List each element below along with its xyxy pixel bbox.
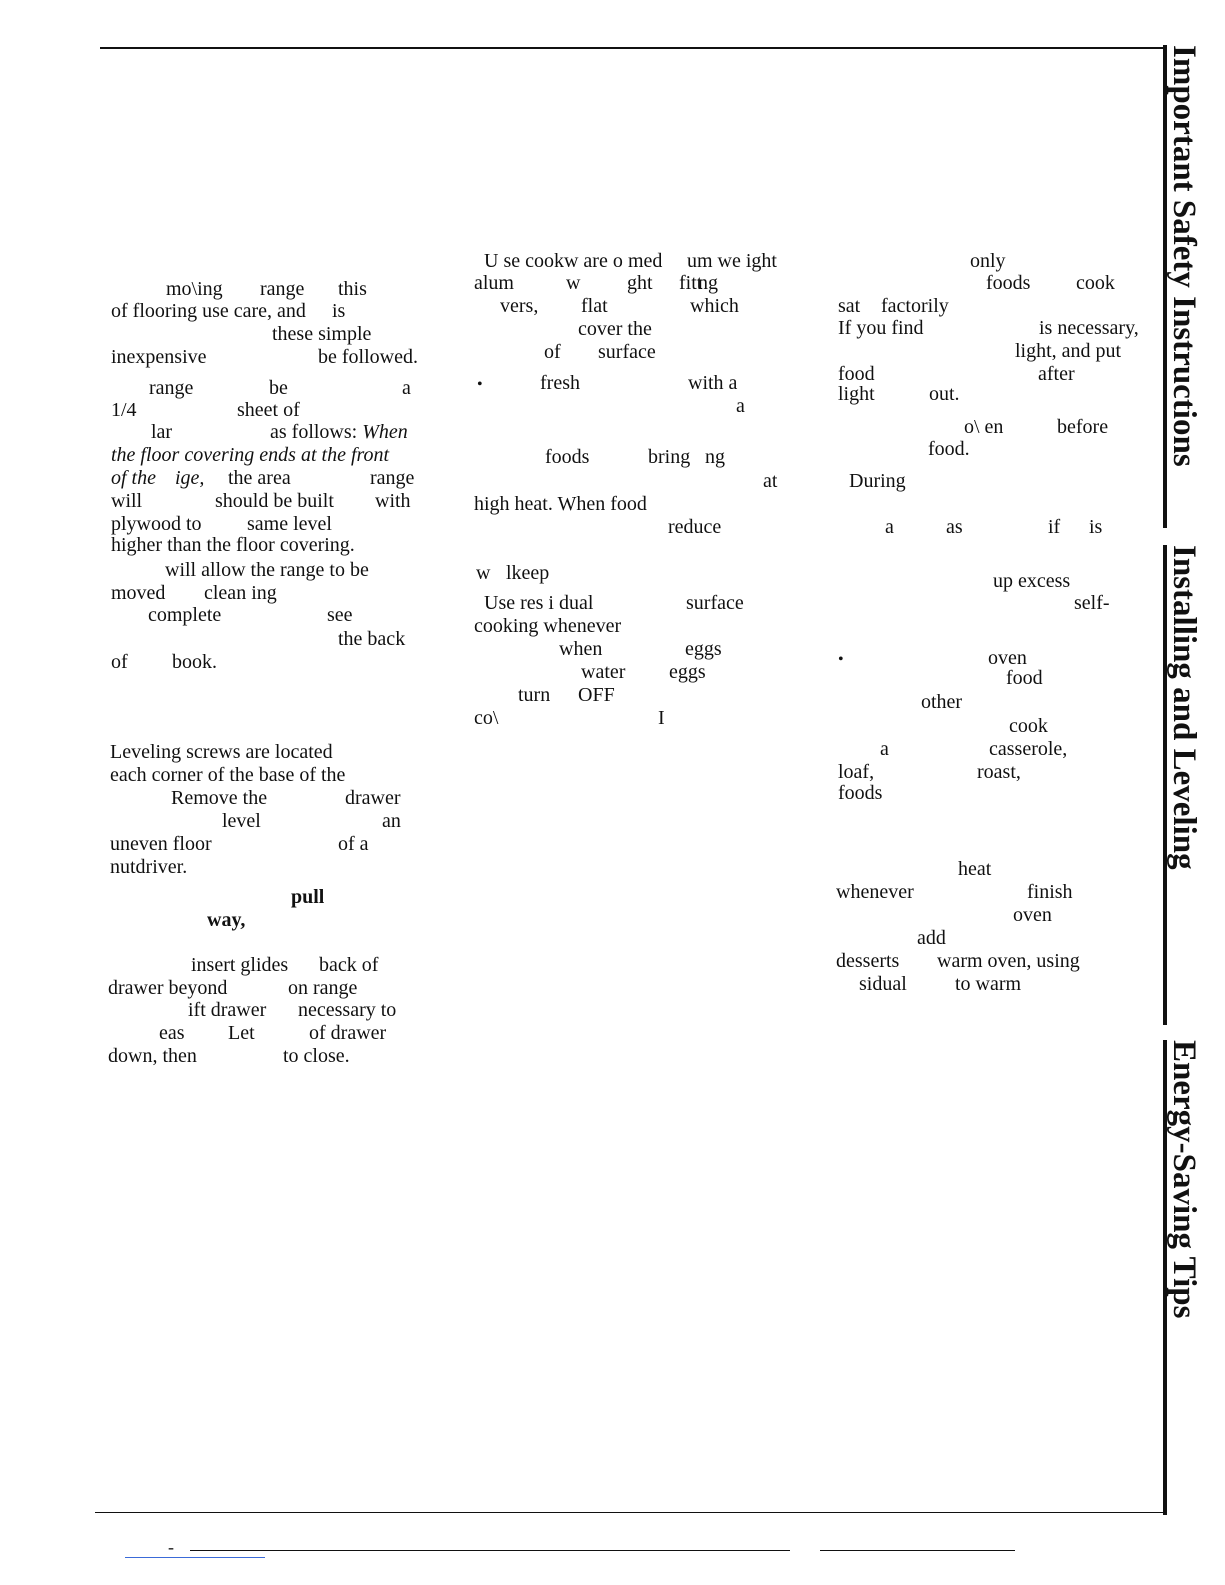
text-fragment: water	[581, 661, 626, 683]
text-fragment: oven	[988, 647, 1027, 669]
text-fragment: sheet of	[237, 399, 300, 421]
text-fragment: the area	[228, 467, 291, 489]
text-fragment: range	[149, 377, 194, 399]
text-fragment: drawer	[345, 787, 401, 809]
text-fragment: During	[849, 470, 906, 492]
text-fragment: level	[222, 810, 261, 832]
text-fragment: Leveling screws are located	[110, 741, 333, 763]
text-fragment: reduce	[668, 516, 722, 538]
text-fragment: will allow the range to be	[165, 559, 369, 581]
text-fragment: surface	[686, 592, 744, 614]
text-fragment: up excess	[993, 570, 1071, 592]
text-fragment: OFF	[578, 684, 615, 706]
text-fragment: range	[260, 278, 305, 300]
bullet: •	[838, 651, 844, 668]
footer-rule-left	[190, 1550, 790, 1551]
text-fragment: of	[544, 341, 561, 363]
text-fragment: as	[946, 516, 963, 538]
text-fragment: is necessary,	[1039, 317, 1139, 339]
tab-energy-saving-tips[interactable]	[1163, 1040, 1207, 1515]
text-fragment: cook	[1076, 272, 1115, 294]
text-fragment: foods	[986, 272, 1031, 294]
text-fragment: add	[917, 927, 946, 949]
text-fragment: 1/4	[111, 399, 137, 421]
text-fragment: down, then	[108, 1045, 197, 1067]
text-fragment: other	[921, 691, 963, 713]
text-fragment: finish	[1027, 881, 1073, 903]
text-fragment: with a	[688, 372, 738, 394]
text-fragment: eas	[159, 1022, 185, 1044]
text-fragment: only	[970, 250, 1006, 272]
text-fragment: of	[111, 651, 128, 673]
text-fragment: with	[375, 490, 411, 512]
text-fragment: foods	[838, 782, 883, 804]
text-fragment: be	[269, 377, 288, 399]
text-fragment: plywood to	[111, 513, 202, 535]
text-fragment: higher than the floor covering.	[111, 534, 355, 556]
text-fragment: w	[566, 272, 581, 294]
text-fragment: ng	[705, 446, 725, 468]
text-fragment: U se cookw are o	[484, 250, 623, 272]
bottom-rule	[95, 1512, 1163, 1513]
text-fragment: light, and put	[1015, 340, 1122, 362]
text-fragment: loaf,	[838, 761, 875, 783]
text-fragment: turn	[518, 684, 551, 706]
text-fragment: oven	[1013, 904, 1052, 926]
bullet: •	[477, 376, 483, 393]
text-fragment: roast,	[977, 761, 1021, 783]
text-fragment: complete	[148, 604, 222, 626]
text-fragment: eggs	[669, 661, 706, 683]
text-fragment: surface	[598, 341, 656, 363]
text-fragment: inexpensive	[111, 346, 207, 368]
text-fragment: ift drawer	[188, 999, 267, 1021]
text-fragment: Let	[228, 1022, 255, 1044]
text-fragment: each corner of the base of the	[110, 764, 346, 786]
text-fragment: the back	[338, 628, 406, 650]
text-fragment: back of	[319, 954, 379, 976]
text-fragment: casserole,	[989, 738, 1068, 760]
text-fragment: food	[1006, 667, 1043, 689]
text-fragment: drawer beyond	[108, 977, 228, 999]
text-fragment: range	[370, 467, 415, 489]
text-fragment: out.	[929, 383, 960, 405]
text-fragment: lkeep	[506, 562, 550, 584]
text-fragment	[270, 421, 408, 444]
tab-label: Energy-Saving Tips	[1166, 1040, 1202, 1319]
text-fragment: ige,	[175, 467, 205, 489]
text-fragment: book.	[172, 651, 217, 673]
text-fragment: co\	[474, 707, 499, 729]
text-fragment: of a	[338, 833, 369, 855]
text-fragment: heat	[958, 858, 992, 880]
text-fragment: a	[736, 395, 745, 417]
section-tabs	[1163, 45, 1207, 1515]
text-fragment: as follows:	[270, 421, 363, 443]
text-fragment: self-	[1074, 592, 1110, 614]
text-fragment: way,	[207, 909, 246, 931]
text-fragment: of drawer	[309, 1022, 387, 1044]
tab-important-safety-instructions[interactable]	[1163, 45, 1207, 528]
text-fragment: of the	[111, 467, 156, 489]
text-fragment: cover the	[578, 318, 652, 340]
text-fragment: a	[880, 738, 889, 760]
text-fragment: fitt	[679, 272, 703, 294]
text-fragment: vers,	[500, 295, 539, 317]
text-fragment: I	[658, 707, 665, 729]
footer-link-underline	[125, 1557, 265, 1558]
text-fragment: the floor covering ends at the front	[111, 444, 390, 466]
text-fragment: med	[628, 250, 663, 272]
text-fragment: will	[111, 490, 143, 512]
text-fragment: fresh	[540, 372, 580, 394]
text-fragment: to close.	[283, 1045, 350, 1067]
text-fragment: is	[332, 300, 346, 322]
top-rule	[100, 47, 1163, 49]
text-fragment: ng	[698, 272, 718, 294]
text-fragment: Remove the	[171, 787, 268, 809]
text-fragment: alum	[474, 272, 514, 294]
text-fragment: before	[1057, 416, 1109, 438]
text-fragment: sat	[838, 295, 861, 317]
text-fragment: light	[838, 383, 875, 405]
text-fragment: a	[885, 516, 894, 538]
text-fragment: clean ing	[204, 582, 277, 604]
text-fragment: food	[838, 363, 875, 385]
text-fragment: desserts	[836, 950, 900, 972]
tab-label: Important Safety Instructions	[1166, 45, 1202, 467]
text-fragment: a	[402, 377, 411, 399]
text-fragment: cook	[1009, 715, 1048, 737]
footer-mark: -	[168, 1537, 174, 1557]
text-fragment: moved	[111, 582, 166, 604]
text-fragment: nutdriver.	[110, 856, 188, 878]
text-fragment: warm oven, using	[937, 950, 1080, 972]
text-fragment: on range	[288, 977, 358, 999]
text-fragment: see	[327, 604, 353, 626]
text-fragment: foods	[545, 446, 590, 468]
text-fragment: high heat. When food	[474, 493, 647, 515]
footer-rule-right	[820, 1550, 1015, 1551]
text-fragment: lar	[151, 421, 173, 443]
text-fragment: When	[362, 421, 408, 443]
text-fragment: at	[763, 470, 778, 492]
text-fragment: um we ight	[687, 250, 777, 272]
text-fragment: uneven floor	[110, 833, 212, 855]
text-fragment: factorily	[881, 295, 949, 317]
text-fragment: sidual	[859, 973, 907, 995]
text-fragment: of flooring use care, and	[111, 300, 306, 322]
text-fragment: Use res i dual	[484, 592, 594, 614]
text-fragment: if	[1048, 516, 1061, 538]
text-fragment: eggs	[685, 638, 722, 660]
text-fragment: same level	[247, 513, 332, 535]
text-fragment: to warm	[955, 973, 1022, 995]
text-fragment: these simple	[272, 323, 372, 345]
text-fragment: when	[559, 638, 603, 660]
text-fragment: necessary to	[298, 999, 397, 1021]
text-fragment: ght	[627, 272, 653, 294]
text-fragment: this	[338, 278, 367, 300]
text-fragment: after	[1038, 363, 1075, 385]
text-fragment: be followed.	[318, 346, 418, 368]
text-fragment: bring	[648, 446, 691, 468]
text-fragment: flat	[581, 295, 608, 317]
text-fragment: food.	[928, 438, 970, 460]
text-fragment: whenever	[836, 881, 914, 903]
text-fragment: cooking whenever	[474, 615, 622, 637]
tab-label: Installing and Leveling	[1166, 545, 1202, 870]
text-fragment: w	[476, 562, 491, 584]
text-fragment: is	[1089, 516, 1103, 538]
text-fragment: which	[690, 295, 739, 317]
text-fragment: If you find	[838, 317, 924, 339]
text-fragment: mo\ing	[166, 278, 223, 300]
text-fragment: pull	[291, 886, 325, 908]
text-fragment: should be built	[215, 490, 334, 512]
text-fragment: insert glides	[191, 954, 289, 976]
text-fragment: o\ en	[964, 416, 1004, 438]
tab-installing-and-leveling[interactable]	[1163, 545, 1207, 1025]
text-fragment: an	[382, 810, 401, 832]
